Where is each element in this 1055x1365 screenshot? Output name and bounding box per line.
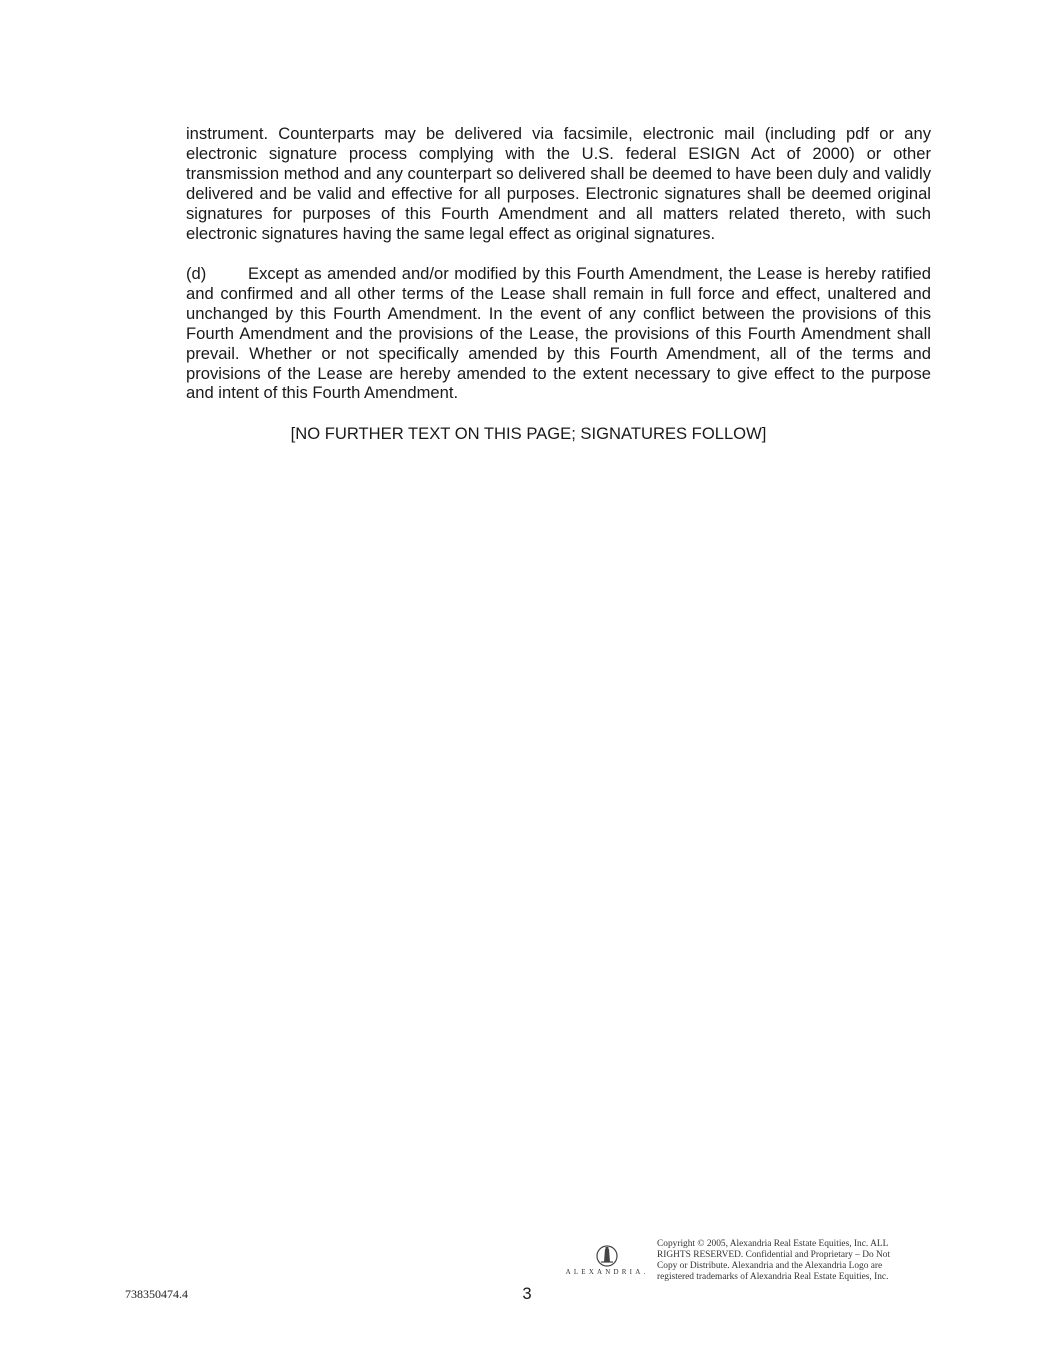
copyright-line: RIGHTS RESERVED. Confidential and Proprietary – Do Not [657, 1250, 891, 1260]
alexandria-logo [563, 1245, 651, 1281]
page-number: 3 [522, 1284, 532, 1303]
copyright-line: registered trademarks of Alexandria Real Estate Equities, Inc. [657, 1272, 889, 1282]
alexandria-wordmark: ALEXANDRIA. [565, 1268, 649, 1276]
copyright-line: Copy or Distribute. Alexandria and the Alexandria Logo are [657, 1261, 883, 1271]
paragraph-d [186, 264, 931, 403]
paragraph-d-text: Except as amended and/or modified by this Fourth Amendment, the Lease is hereby ratified and confirmed and all other terms of the Lease shall remain in full force and effect, unaltered and unchanged by this Fourth Amendment. In the event of any conflict between the provisions of this Fourth Amendment and the provisions of the Lease, the provisions of this Fourth Amendment shall prevail. Whether or not specifically amended by this Fourth Amendment, all of the terms and provisions of the Lease are hereby amended to the extent necessary to give effect to the purpose and intent of this Fourth Amendment. [186, 264, 931, 403]
document-number: 738350474.4 [125, 1287, 188, 1301]
alexandria-lighthouse-icon [595, 1245, 619, 1267]
no-further-text-notice: [NO FURTHER TEXT ON THIS PAGE; SIGNATURES FOLLOW] [290, 424, 767, 443]
paragraph-d-label: (d) [186, 264, 207, 283]
paragraph-continuation: instrument. Counterparts may be delivered via facsimile, electronic mail (including pdf or any electronic signature process complying with the U.S. federal ESIGN Act of 2000) or other transmission method and any counterpart so delivered shall be deemed to have been duly and validly delivered and be valid and effective for all purposes. Electronic signatures shall be deemed original signatures for purposes of this Fourth Amendment and all matters related thereto, with such electronic signatures having the same legal effect as original signatures. [186, 124, 931, 243]
copyright-notice [657, 1239, 922, 1283]
copyright-line: Copyright © 2005, Alexandria Real Estate Equities, Inc. ALL [657, 1239, 889, 1249]
